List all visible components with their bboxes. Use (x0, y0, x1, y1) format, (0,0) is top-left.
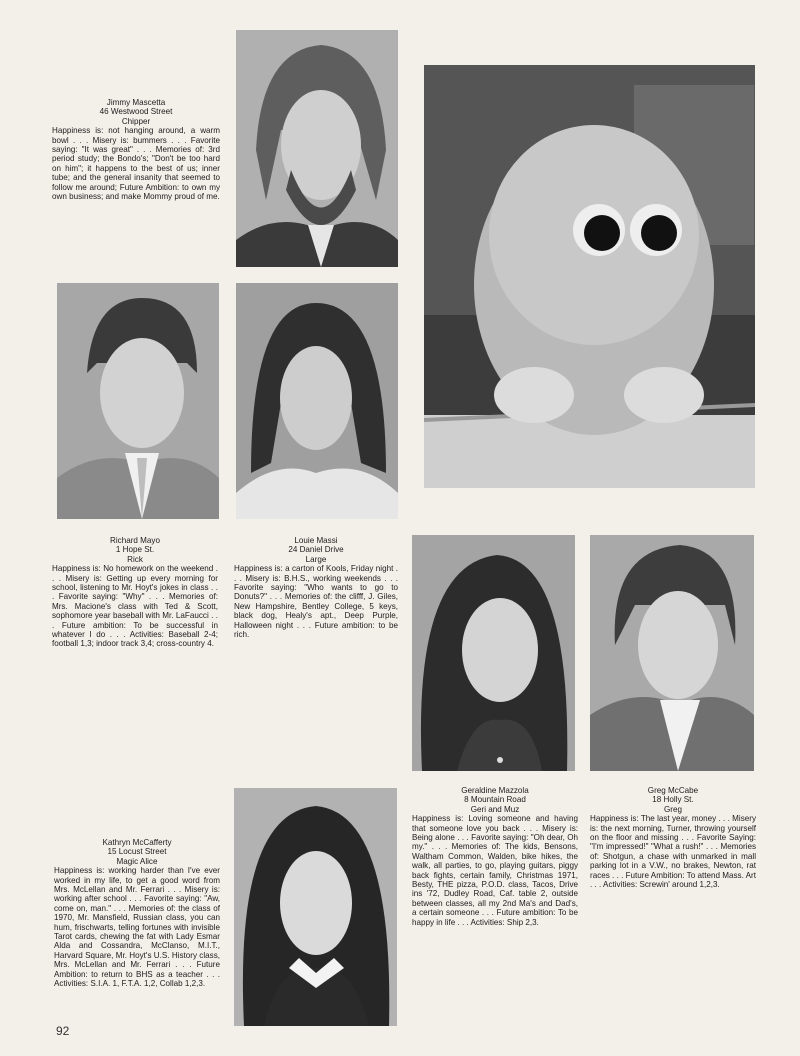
bio-jimmy-mascetta (52, 98, 220, 201)
student-nickname: Large (305, 554, 327, 564)
bio-richard-mayo (52, 536, 218, 649)
student-nickname: Magic Alice (116, 856, 158, 866)
portrait-greg-mccabe (590, 535, 754, 771)
student-address: 18 Holly St. (652, 795, 694, 805)
student-name: Jimmy Mascetta (106, 98, 166, 107)
portrait-geraldine-mazzola (412, 535, 575, 771)
student-nickname: Geri and Muz (470, 804, 520, 814)
student-bio-text: Happiness is: working harder than I've ever worked in my life, to get a good word from Mrs. McLellan and Mr. Ferrari . . . Misery is: working after school . . . Favorite saying: "Aw, come on, man." . . . Memories of: the class of 1970, Mr. Mansfield, Russian class, you can hum, frischwarts, telling fortunes with invisible Tarot cards, chewing the fat with Lady Esmar Alda and Cossandra, McClanso, M.I.T., Harvard Square, Mr. Hoyt's U.S. History class, Mrs. McLellan and Mr. Ferrari . . . Future Ambition: to return to BHS as a teacher . . . Activities: S.I.A. 1, F.T.A. 1,2, Collab 1,2,3. (54, 866, 220, 989)
bio-greg-mccabe (590, 786, 756, 889)
student-name: Kathryn McCafferty (102, 838, 172, 847)
student-address: 1 Hope St. (115, 545, 155, 555)
student-name: Louie Massi (294, 536, 338, 545)
portrait-jimmy-mascetta (236, 30, 398, 267)
student-address: 24 Daniel Drive (288, 545, 344, 555)
student-bio-text: Happiness is: a carton of Kools, Friday night . . . Misery is: B.H.S., working weekends . . . Favorite saying: "Who wants to go to Donuts?" . . . Memories of: the clifff, J. Giles, New Hampshire, Bentley College, 5 keys, black dog, Healy's apt., Deep Purple, Halloween night . . . Future ambition: to be rich. (234, 564, 398, 640)
page-number: 92 (56, 1024, 70, 1038)
portrait-richard-mayo (57, 283, 219, 519)
student-bio-text: Happiness is: not hanging around, a warm bowl . . . Misery is: bummers . . . Favorite saying: "It was great" . . . Memories of: 3rd period study; the Bondo's; "Don't be too hard on him"; it happens to the best of us; inner tube; and the general insanity that seemed to follow me around; Future Ambition: to own my own business; and make Mommy proud of me. (52, 126, 220, 202)
student-nickname: Chipper (121, 116, 151, 126)
student-address: 15 Locust Street (107, 847, 167, 857)
student-nickname: Greg (664, 804, 682, 814)
bio-geraldine-mazzola (412, 786, 578, 927)
student-bio-text: Happiness is: No homework on the weekend . . . Misery is: Getting up every morning for school, listening to Mr. Hoyt's jokes in class . . . Favorite saying: "Why" . . . Memories of: Mrs. Macione's class with Ted & Scott, sophomore year baseball with Mr. LaFaucci . . . Future ambition: To be successful in whatever I do . . . Activities: Baseball 2-4; football 1,3; indoor track 3,4; cross-country 4. (52, 564, 218, 649)
student-address: 46 Westwood Street (99, 107, 173, 117)
student-nickname: Rick (127, 554, 143, 564)
student-bio-text: Happiness is: Loving someone and having that someone love you back . . . Misery is: Being alone . . . Favorite saying: "Oh dear, Oh my." . . . Memories of: The kids, Bensons, Waltham Common, Walden, bike hikes, the walk, all parties, to go, playing guitars, piggy back fights, certain family, Christmas 1971, Besty, THE pizza, P.O.D. class, Tacos, Drive ins '72, Dudley Road, Caf. table 2, outside between classes, all my 2nd Ma's and Dad's, a certain someone . . . Future ambition: To be happy in life . . . Activities: Ship 2,3. (412, 814, 578, 927)
student-name: Geraldine Mazzola (461, 786, 529, 795)
portrait-louie-massi (236, 283, 398, 519)
portrait-kathryn-mccafferty (234, 788, 397, 1026)
bio-kathryn-mccafferty (54, 838, 220, 989)
student-address: 8 Mountain Road (464, 795, 526, 805)
student-bio-text: Happiness is: The last year, money . . . Misery is: the next morning, Turner, throwing yourself on the floor and missing . . . Favorite Saying: "I'm impressed!" "What a rush!" . . . Memories of: Shotgun, a chase with unmarked in mall parking lot in a V.W., no brakes, Newton, rat races . . . Future Ambition: To attend Mass. Art . . . Activities: Screwin' around 1,2,3. (590, 814, 756, 890)
student-name: Greg McCabe (647, 786, 699, 795)
fuzzy-creature-photo (424, 65, 755, 488)
bio-louie-massi (234, 536, 398, 639)
student-name: Richard Mayo (110, 536, 160, 545)
